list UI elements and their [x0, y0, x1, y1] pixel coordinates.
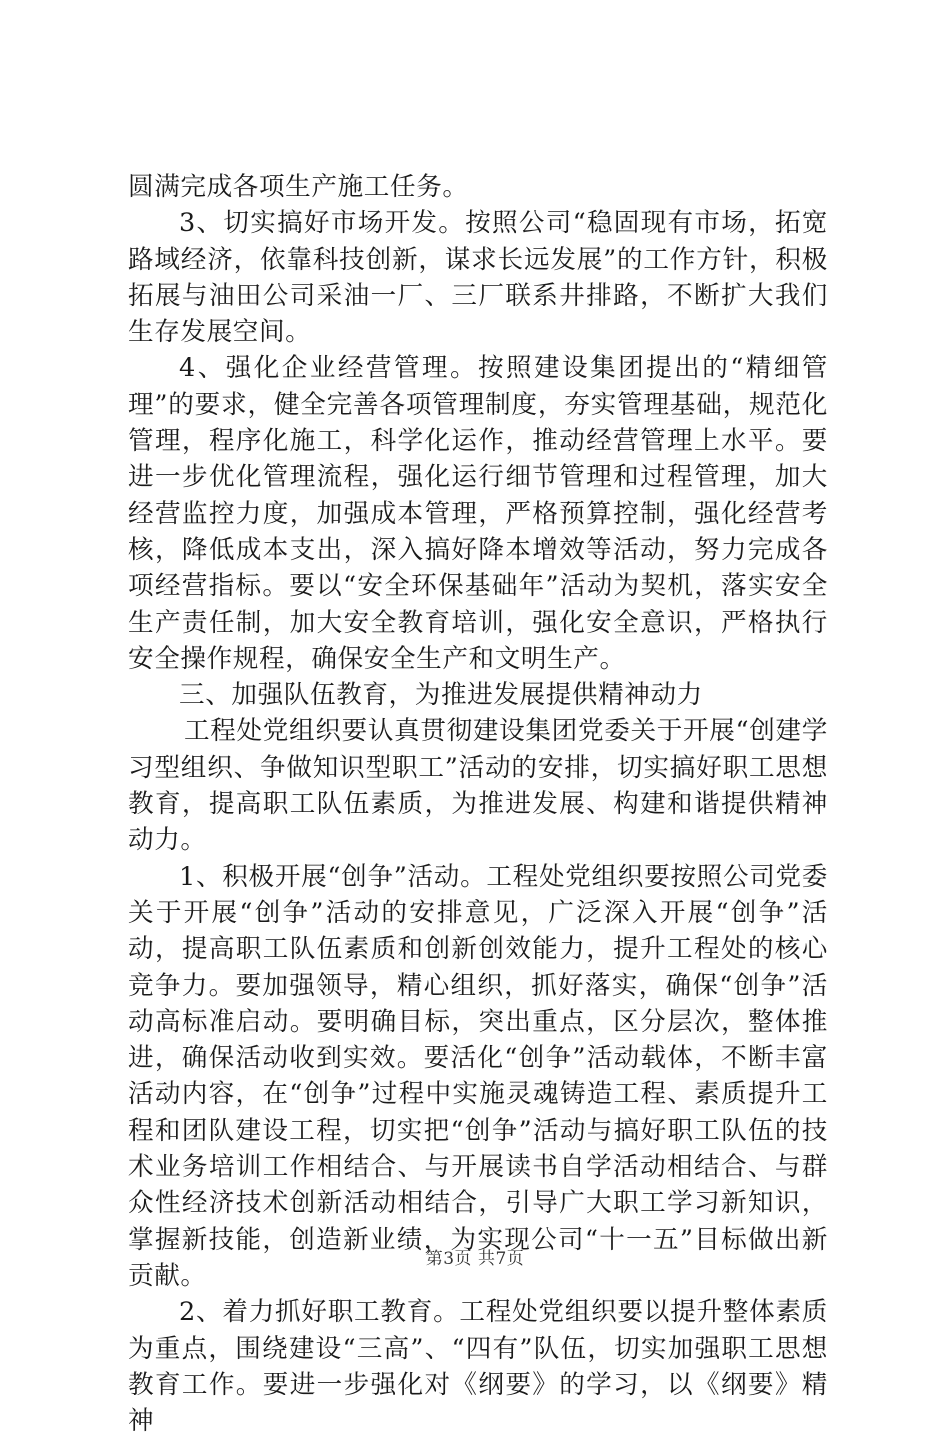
- paragraph-chuangzheng-activity: 1、积极开展“创争”活动。工程处党组织要按照公司党委关于开展“创争”活动的安排意见，广泛深入开展“创争”活动，提高职工队伍素质和创新创效能力，提升工程处的核心竞争力。要加强领导，精心组织，抓好落实，确保“创争”活动高标准启动。要明确目标，突出重点，区分层次，整体推进，确保活动收到实效。要活化“创争”活动载体，不断丰富活动内容，在“创争”过程中实施灵魂铸造工程、素质提升工程和团队建设工程，切实把“创争”活动与搞好职工队伍的技术业务培训工作相结合、与开展读书自学活动相结合、与群众性经济技术创新活动相结合，引导广大职工学习新知识，掌握新技能，创造新业绩，为实现公司“十一五”目标做出新贡献。: [128, 861, 828, 1291]
- section-heading-team-education: 三、加强队伍教育，为推进发展提供精神动力: [179, 680, 703, 711]
- paragraph-continuation: 圆满完成各项生产施工任务。: [128, 172, 469, 202]
- paragraph-market-development: 3、切实搞好市场开发。按照公司“稳固现有市场，拓宽路域经济，依靠科技创新，谋求长远发展”的工作方针，积极拓展与油田公司采油一厂、三厂联系井排路，不断扩大我们生存发展空间。: [128, 208, 828, 348]
- paragraph-staff-education: 2、着力抓好职工教育。工程处党组织要以提升整体素质为重点，围绕建设“三高”、“四有”队伍，切实加强职工思想教育工作。要进一步强化对《纲要》的学习，以《纲要》精神: [128, 1297, 828, 1437]
- paragraph-business-management: 4、强化企业经营管理。按照建设集团提出的“精细管理”的要求，健全完善各项管理制度，夯实管理基础，规范化管理，程序化施工，科学化运作，推动经营管理上水平。要进一步优化管理流程，强化运行细节管理和过程管理，加大经营监控力度，加强成本管理，严格预算控制，强化经营考核，降低成本支出，深入搞好降本增效等活动，努力完成各项经营指标。要以“安全环保基础年”活动为契机，落实安全生产责任制，加大安全教育培训，强化安全意识，严格执行安全操作规程，确保安全生产和文明生产。: [128, 353, 828, 674]
- paragraph-party-organization: 工程处党组织要认真贯彻建设集团党委关于开展“创建学习型组织、争做知识型职工”活动的安排，切实搞好职工思想教育，提高职工队伍素质，为推进发展、构建和谐提供精神动力。: [128, 716, 828, 856]
- page-number-footer: 第3页 共7页: [425, 1249, 525, 1269]
